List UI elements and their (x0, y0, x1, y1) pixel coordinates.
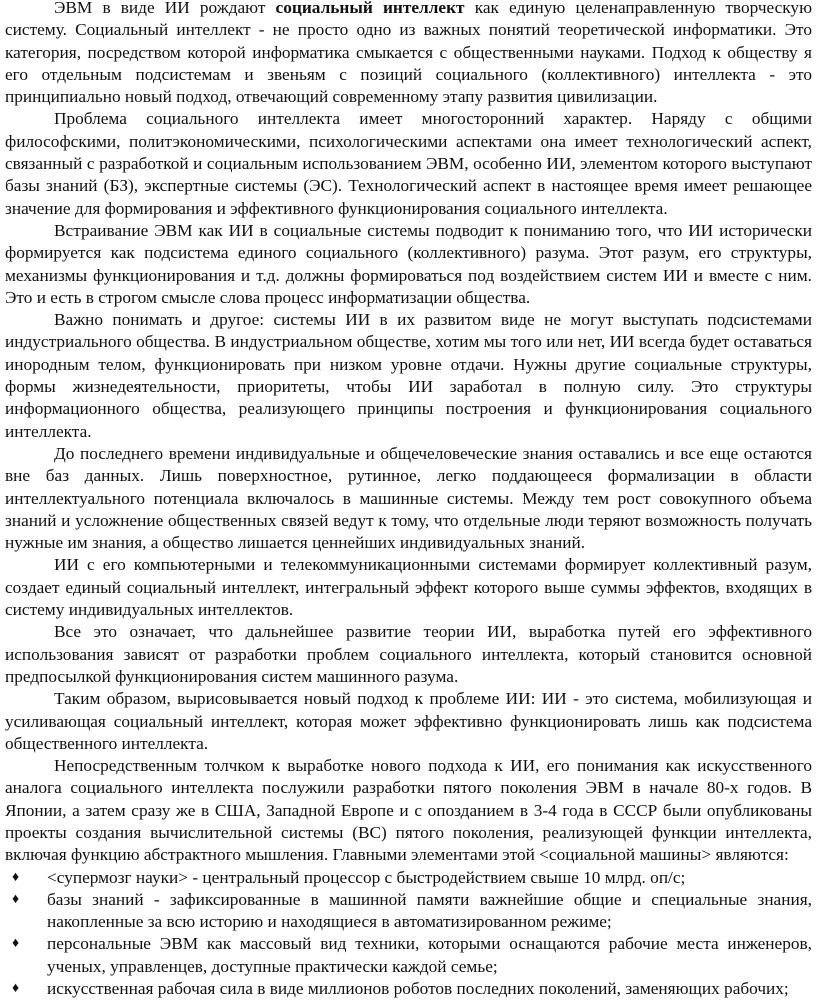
paragraph-text: Все это означает, что дальнейшее развитие теории ИИ, выработка путей его эффективного использования зависят от разработки проблем социального интеллекта, который становится основной предпосылкой функционирования систем машинного разума. (5, 622, 812, 686)
paragraph (5, 309, 812, 443)
paragraph (5, 554, 812, 621)
paragraph-text: Важно понимать и другое: системы ИИ в их развитом виде не могут выступать подсистемами индустриального общества. В индустриальном обществе, хотим мы того или нет, ИИ всегда будет оставаться инородным телом, функционировать при низком уровне отдачи. Нужны другие социальные структуры, формы жизнедеятельности, приоритеты, чтобы ИИ заработал в полную силу. Это структуры информационного общества, реализующего принципы построения и функционирования социального интеллекта. (5, 310, 812, 441)
paragraph (5, 621, 812, 688)
paragraph (5, 688, 812, 755)
paragraph (5, 108, 812, 219)
list-item-text: персональные ЭВМ как массовый вид техники, которыми оснащаются рабочие места инженеров, ученых, управленцев, доступные практически каждой семье; (47, 934, 812, 976)
paragraph-text: ЭВМ в виде ИИ рождают (54, 0, 276, 17)
list-item (5, 867, 812, 889)
list-item (5, 889, 812, 934)
diamond-bullet-icon: ♦ (12, 891, 20, 907)
list-item-text: базы знаний - зафиксированные в машинной памяти важнейшие общие и специальные знания, накопленные за всю историю и находящиеся в автоматизированном режиме; (47, 889, 812, 932)
bullet-list (5, 867, 812, 1000)
diamond-bullet-icon: ♦ (12, 869, 20, 885)
list-item-text: искусственная рабочая сила в виде миллионов роботов последних поколений, заменяющих рабочих; (47, 979, 789, 999)
list-item (5, 933, 812, 978)
paragraph (5, 0, 812, 108)
paragraph (5, 220, 812, 309)
paragraph (5, 755, 812, 866)
list-item-text: <супермозг науки> - центральный процессор с быстродействием свыше 10 млрд. оп/с; (47, 867, 686, 887)
list-item (5, 978, 812, 1000)
paragraph (5, 443, 812, 554)
paragraph-text: Таким образом, вырисовывается новый подход к проблеме ИИ: ИИ - это система, мобилизующая и усиливающая социальный интеллект, которая может эффективно функционировать лишь как подсистема общественного интеллекта. (5, 689, 812, 753)
diamond-bullet-icon: ♦ (12, 936, 20, 952)
paragraph-text: ИИ с его компьютерными и телекоммуникационными системами формирует коллективный разум, создает единый социальный интеллект, интегральный эффект которого выше суммы эффектов, входящих в систему индивидуальных интеллектов. (5, 555, 812, 620)
paragraph-text: До последнего времени индивидуальные и общечеловеческие знания оставались и все еще остаются вне баз данных. Лишь поверхностное, рутинное, легко поддающееся формализации в области интеллектуального потенциала включалось в машинные системы. Между тем рост совокупного объема знаний и усложнение общественных связей ведут к тому, что отдельные люди теряют возможность получать нужные им знания, а общество лишается ценнейших индивидуальных знаний. (5, 443, 812, 553)
paragraph-text: Проблема социального интеллекта имеет многосторонний характер. Наряду с общими философскими, политэкономическими, психологическими аспектами она имеет технологический аспект, связанный с разработкой и социальным использованием ЭВМ, особенно ИИ, элементом которого выступают базы знаний (БЗ), экспертные системы (ЭС). Технологический аспект в настоящее время имеет решающее значение для формирования и эффективного функционирования социального интеллекта. (5, 109, 812, 218)
paragraph-text: как единую целенаправленную творческую систему. Социальный интеллект - не просто одно из важных понятий теоретической информатики. Это категория, посредством которой информатика смыкается с общественными науками. Подход к обществу я его отдельным подсистемам и звеньям с позиций социального (коллективного) интеллекта - это принципиально новый подход, отвечающий современному этапу развития цивилизации. (5, 0, 812, 107)
paragraph-text: Непосредственным толчком к выработке нового подхода к ИИ, его понимания как искусственного аналога социального интеллекта послужили разработки пятого поколения ЭВМ в начале 80-х годов. В Японии, а затем сразу же в США, Западной Европе и с опозданием в 3-4 года в СССР были опубликованы проекты создания вычислительной системы (ВС) пятого поколения, реализующей функции интеллекта, включая функцию абстрактного мышления. Главными элементами этой <социальной машины> являются: (5, 756, 812, 865)
diamond-bullet-icon: ♦ (12, 981, 20, 997)
paragraph-text: Встраивание ЭВМ как ИИ в социальные системы подводит к пониманию того, что ИИ исторически формируется как подсистема единого социального (коллективного) разума. Этот разум, его структуры, механизмы функционирования и т.д. должны формироваться под воздействием систем ИИ и вместе с ним. Это и есть в строгом смысле слова процесс информатизации общества. (5, 220, 812, 307)
bold-term: социальный интеллект (275, 0, 465, 17)
